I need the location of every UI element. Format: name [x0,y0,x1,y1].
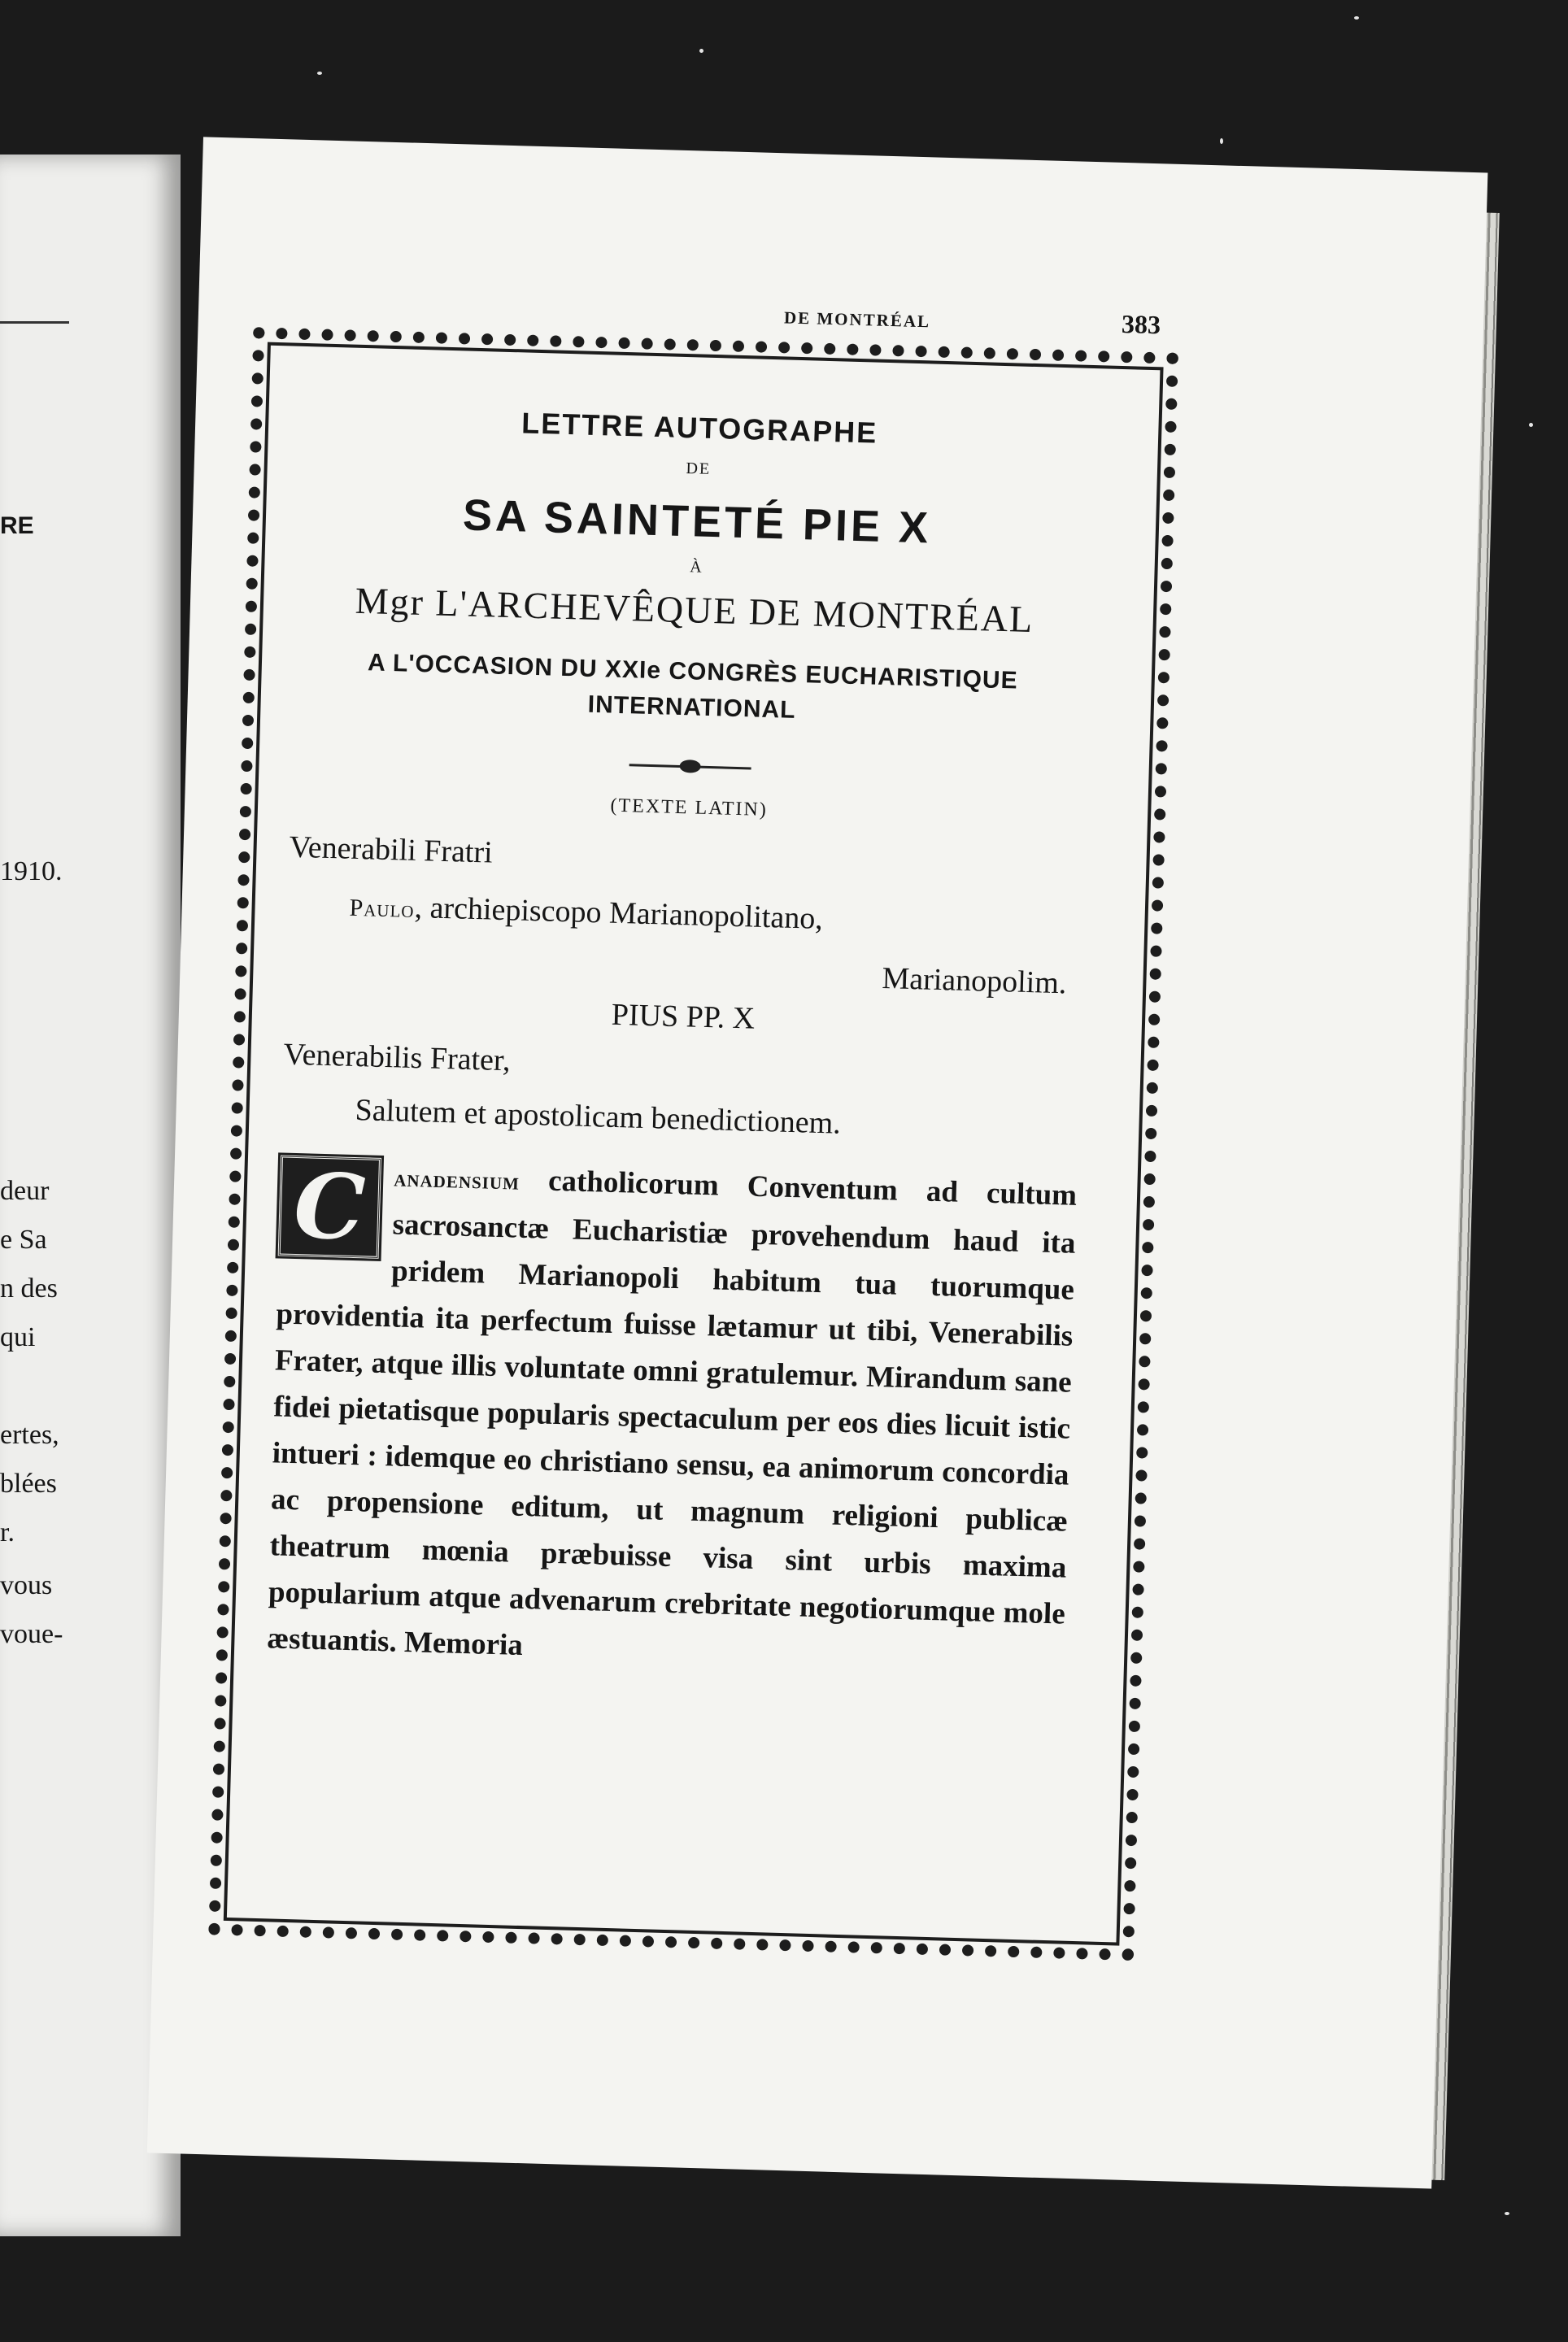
texte-latin-label: (TEXTE LATIN) [610,794,769,821]
ornament-divider [629,756,751,776]
left-fragment: ertes, [0,1420,59,1450]
address-name: Paulo [349,894,416,923]
left-fragment: RE [0,512,34,539]
address-line-1: Venerabili Fratri [289,829,494,870]
title-occasion: A L'OCCASION DU XXIe CONGRÈS EUCHARISTIQUE INTERNATIONAL [367,649,1019,724]
first-word-rest: anadensium [393,1164,520,1195]
title-archbishop: Mgr L'ARCHEVÊQUE DE MONTRÉAL [355,579,1034,641]
left-page-rule [0,321,69,324]
left-fragment: n des [0,1273,58,1304]
title-de: DE [686,459,712,478]
salutation-line-2: Salutem et apostolicam benedictionem. [355,1093,842,1141]
dust-speck [699,49,703,53]
book-page [147,137,1488,2188]
left-fragment: r. [0,1517,15,1548]
left-fragment: deur [0,1176,50,1206]
title-lettre-autographe: LETTRE AUTOGRAPHE [520,406,878,450]
page-number: 383 [1121,308,1161,340]
left-fragment: voue- [0,1619,63,1649]
title-pope: SA SAINTETÉ PIE X [462,490,932,553]
running-head: DE MONTRÉAL [783,307,931,332]
dust-speck [317,72,322,75]
salutation-line-1: Venerabilis Frater, [282,1037,512,1078]
dust-speck [1220,138,1223,144]
dust-speck [1354,16,1359,20]
left-fragment: blées [0,1469,57,1499]
left-fragment: qui [0,1322,36,1352]
body-text: catholicorum Conventum ad cultum sacrosanctæ Eucharistiæ provehendum haud ita pridem Marianopoli habitum tua tuorumque providentia ita perfectum fuisse lætamur ut tibi, Venerabilis Frater, atque illis voluntate omni gratulemur. Mirandum sane fidei pietatisque popularis spectaculum per eos dies licuit istic intueri : idemque eo christiano sensu, ea animorum concordia ac propensione editum, ut magnum religioni publicæ theatrum mœnia præbuisse visa sint urbis maxima popularium atque advenarum crebritate negotiorumque mole æstuantis. Memoria [266,1163,1078,1663]
pope-signature-heading: PIUS PP. X [611,997,756,1036]
address-line-3: Marianopolim. [881,961,1067,1001]
decorated-initial: C [278,1155,381,1258]
dust-speck [1529,423,1533,427]
letter-body [267,1150,1078,1683]
letter-content [267,384,1100,1684]
left-fragment: vous [0,1570,53,1600]
address-rest: , archiepiscopo Marianopolitano, [414,890,824,936]
left-fragment: e Sa [0,1225,47,1255]
title-a: À [689,558,702,577]
left-fragment: 1910. [0,856,63,886]
dust-speck [1505,2212,1509,2215]
